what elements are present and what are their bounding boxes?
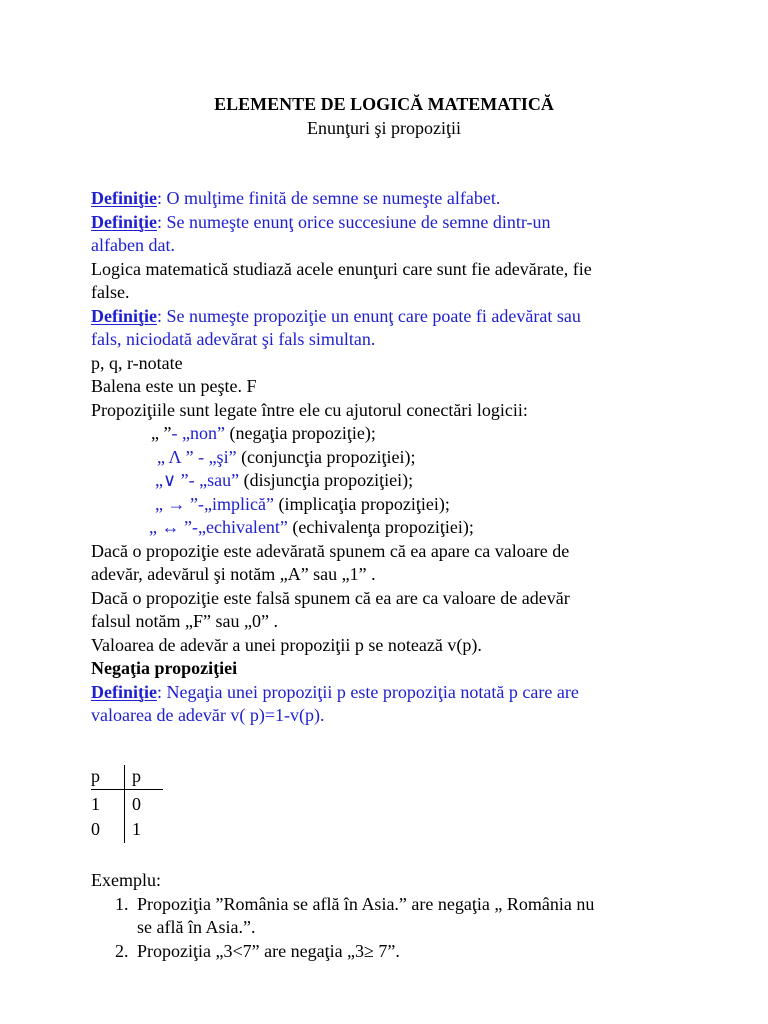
- connector-desc: (disjuncţia propoziţiei);: [239, 470, 414, 490]
- definition-label: Definiţie: [91, 211, 157, 232]
- connector-symbol: „ Λ ”: [157, 446, 194, 467]
- table-header-cell: p: [91, 766, 100, 786]
- list-item-text: Propoziţia „3<7” are negaţia „3≥ 7”.: [137, 940, 400, 961]
- definition-alphabet: [91, 187, 691, 211]
- connectors-intro: Propoziţiile sunt legate între ele cu ajutorul conectări logicii:: [91, 399, 528, 420]
- definition-negation: [91, 681, 691, 705]
- example-line: Balena este un peşte. F: [91, 376, 257, 396]
- table-header-cell: p: [132, 766, 141, 786]
- definition-label: Definiţie: [91, 188, 157, 208]
- table-cell: 0: [132, 794, 141, 814]
- connector-name: -„implică”: [197, 493, 274, 514]
- connector-desc: (negaţia propoziţie);: [224, 423, 376, 443]
- connector-name: -„echivalent”: [191, 517, 288, 537]
- connector-implication: [91, 493, 691, 517]
- definition-text: : Se numeşte enunţ orice succesiune de semne dintr-un: [156, 211, 551, 232]
- table-cell: 1: [132, 819, 141, 839]
- connector-negation: [91, 422, 691, 446]
- document-subtitle: Enunţuri şi propoziţii: [307, 118, 461, 138]
- definition-text: : O mulţime finită de semne se numeşte alfabet.: [156, 188, 501, 208]
- definition-statement: [91, 211, 691, 235]
- connector-conjunction: [91, 446, 691, 470]
- value-notation: Valoarea de adevăr a unei propoziţii p se notează v(p).: [91, 634, 482, 655]
- list-item-number: 1.: [115, 893, 129, 914]
- connector-name: - „şi”: [193, 446, 237, 467]
- definition-text: : Se numeşte propoziţie un enunţ care poate fi adevărat sau: [156, 305, 581, 326]
- definition-label: Definiţie: [91, 681, 157, 702]
- true-definition-line: Dacă o propoziţie este adevărată spunem că ea apare ca valoare de: [91, 540, 570, 561]
- examples-heading: Exemplu:: [91, 870, 161, 890]
- definition-proposition-cont: fals, niciodată adevărat şi fals simultan.: [91, 329, 376, 349]
- definition-text: : Negaţia unei propoziţii p este propoziţia notată p care are: [156, 681, 579, 702]
- false-definition-line: Dacă o propoziţie este falsă spunem că ea are ca valoare de adevăr: [91, 587, 570, 608]
- connector-symbol: „ ↔ ”: [149, 517, 192, 537]
- examples-section: [91, 869, 691, 963]
- table-vertical-rule: [124, 765, 125, 843]
- connector-disjunction: [91, 469, 691, 493]
- table-horizontal-rule: [91, 789, 163, 790]
- definition-statement-cont: alfaben dat.: [91, 235, 175, 255]
- logic-intro-line: Logica matematică studiază acele enunţuri care sunt fie adevărate, fie: [91, 258, 592, 279]
- negation-heading: Negaţia propoziţiei: [91, 658, 238, 678]
- table-cell: 0: [91, 819, 100, 839]
- notation-line: p, q, r-notate: [91, 352, 183, 373]
- connector-name: - „non”: [171, 423, 225, 443]
- false-definition-line: falsul notăm „F” sau „0” .: [91, 611, 278, 631]
- list-item: [91, 940, 691, 964]
- connector-desc: (implicaţia propoziţiei);: [273, 493, 450, 514]
- definition-negation-cont: valoarea de adevăr v( p)=1-v(p).: [91, 705, 325, 725]
- list-item: [91, 893, 691, 940]
- connector-desc: (conjuncţia propoziţiei);: [236, 446, 416, 467]
- true-definition-line: adevăr, adevărul şi notăm „A” sau „1” .: [91, 564, 376, 584]
- list-item-text: se află în Asia.”.: [137, 917, 256, 937]
- definition-proposition: [91, 305, 691, 329]
- document-title: ELEMENTE DE LOGICĂ MATEMATICĂ: [214, 94, 554, 114]
- definition-label: Definiţie: [91, 305, 157, 326]
- document-body: [91, 187, 691, 728]
- connector-symbol: „ ”: [151, 423, 172, 443]
- connector-symbol: „∨ ”: [155, 470, 189, 490]
- connector-name: - „sau”: [188, 470, 240, 490]
- connector-symbol: „ → ”: [155, 493, 198, 514]
- list-item-text: Propoziţia ”România se află în Asia.” are negaţia „ România nu: [137, 893, 595, 914]
- connector-equivalence: [91, 516, 691, 540]
- list-item-number: 2.: [115, 940, 129, 961]
- table-cell: 1: [91, 794, 100, 814]
- connector-desc: (echivalenţa propoziţiei);: [287, 517, 474, 537]
- logic-intro-line: false.: [91, 282, 130, 302]
